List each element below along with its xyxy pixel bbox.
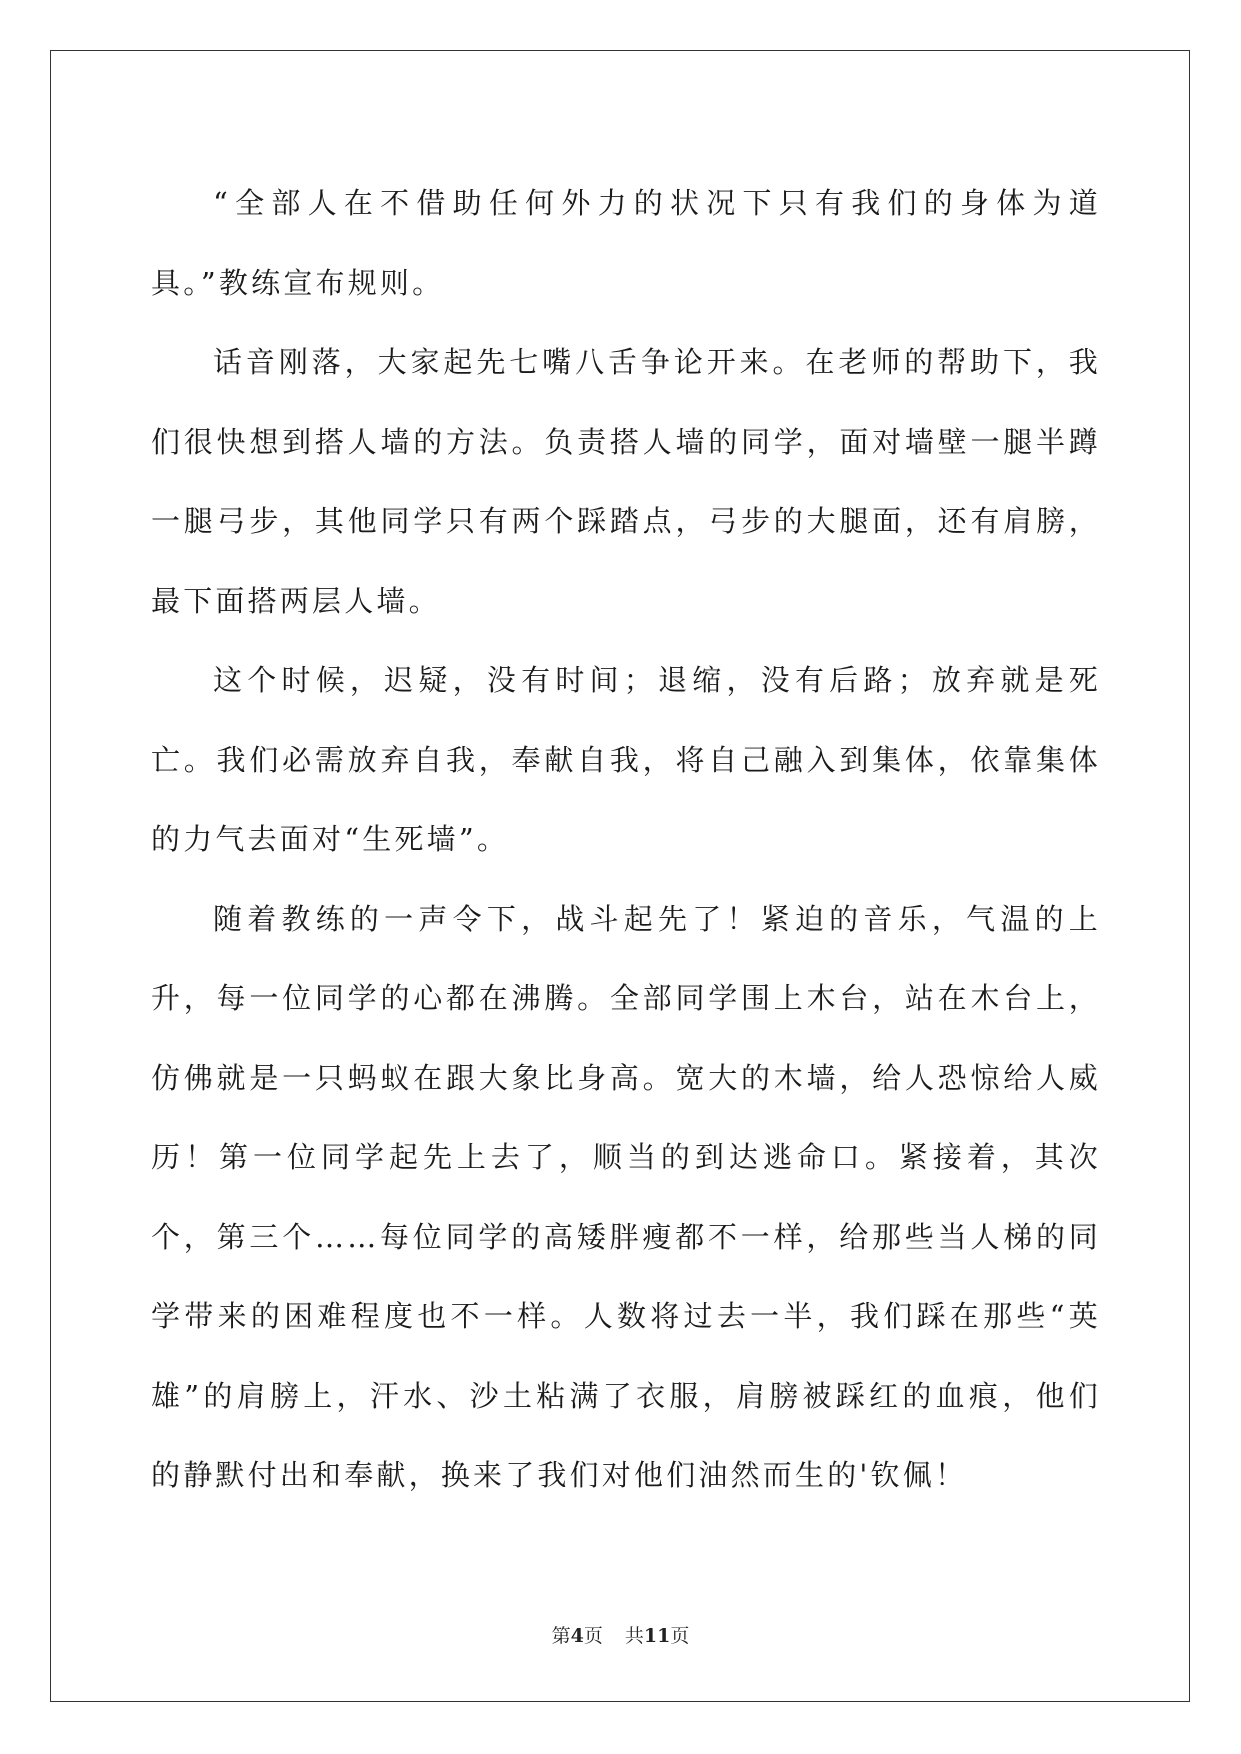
paragraph-2: 话音刚落，大家起先七嘴八舌争论开来。在老师的帮助下，我们很快想到搭人墙的方法。负责搭人墙的同学，面对墙壁一腿半蹲一腿弓步，其他同学只有两个踩踏点，弓步的大腿面，还有肩膀，最下面搭两层人墙。 <box>151 345 1101 618</box>
paragraph-3: 这个时候，迟疑，没有时间；退缩，没有后路；放弃就是死亡。我们必需放弃自我，奉献自我，将自己融入到集体，依靠集体的力气去面对“生死墙”。 <box>151 663 1101 856</box>
total-unit: 页 <box>670 1625 690 1647</box>
paragraph-1: “全部人在不借助任何外力的状况下只有我们的身体为道具。”教练宣布规则。 <box>151 186 1101 300</box>
page-current: 4 <box>570 1625 584 1647</box>
page-footer <box>0 1624 1241 1648</box>
total-prefix: 共 <box>624 1625 644 1647</box>
document-body <box>151 164 1101 1516</box>
paragraph-4: 随着教练的一声令下，战斗起先了！紧迫的音乐，气温的上升，每一位同学的心都在沸腾。全部同学围上木台，站在木台上，仿佛就是一只蚂蚁在跟大象比身高。宽大的木墙，给人恐惊给人威历！第一位同学起先上去了，顺当的到达逃命口。紧接着，其次个，第三个……每位同学的高矮胖瘦都不一样，给那些当人梯的同学带来的困难程度也不一样。人数将过去一半，我们踩在那些“英雄”的肩膀上，汗水、沙土粘满了衣服，肩膀被踩红的血痕，他们的静默付出和奉献，换来了我们对他们油然而生的'钦佩！ <box>151 901 1101 1492</box>
page-prefix: 第 <box>551 1625 571 1647</box>
page-total: 11 <box>643 1625 671 1647</box>
page-unit: 页 <box>583 1625 603 1647</box>
